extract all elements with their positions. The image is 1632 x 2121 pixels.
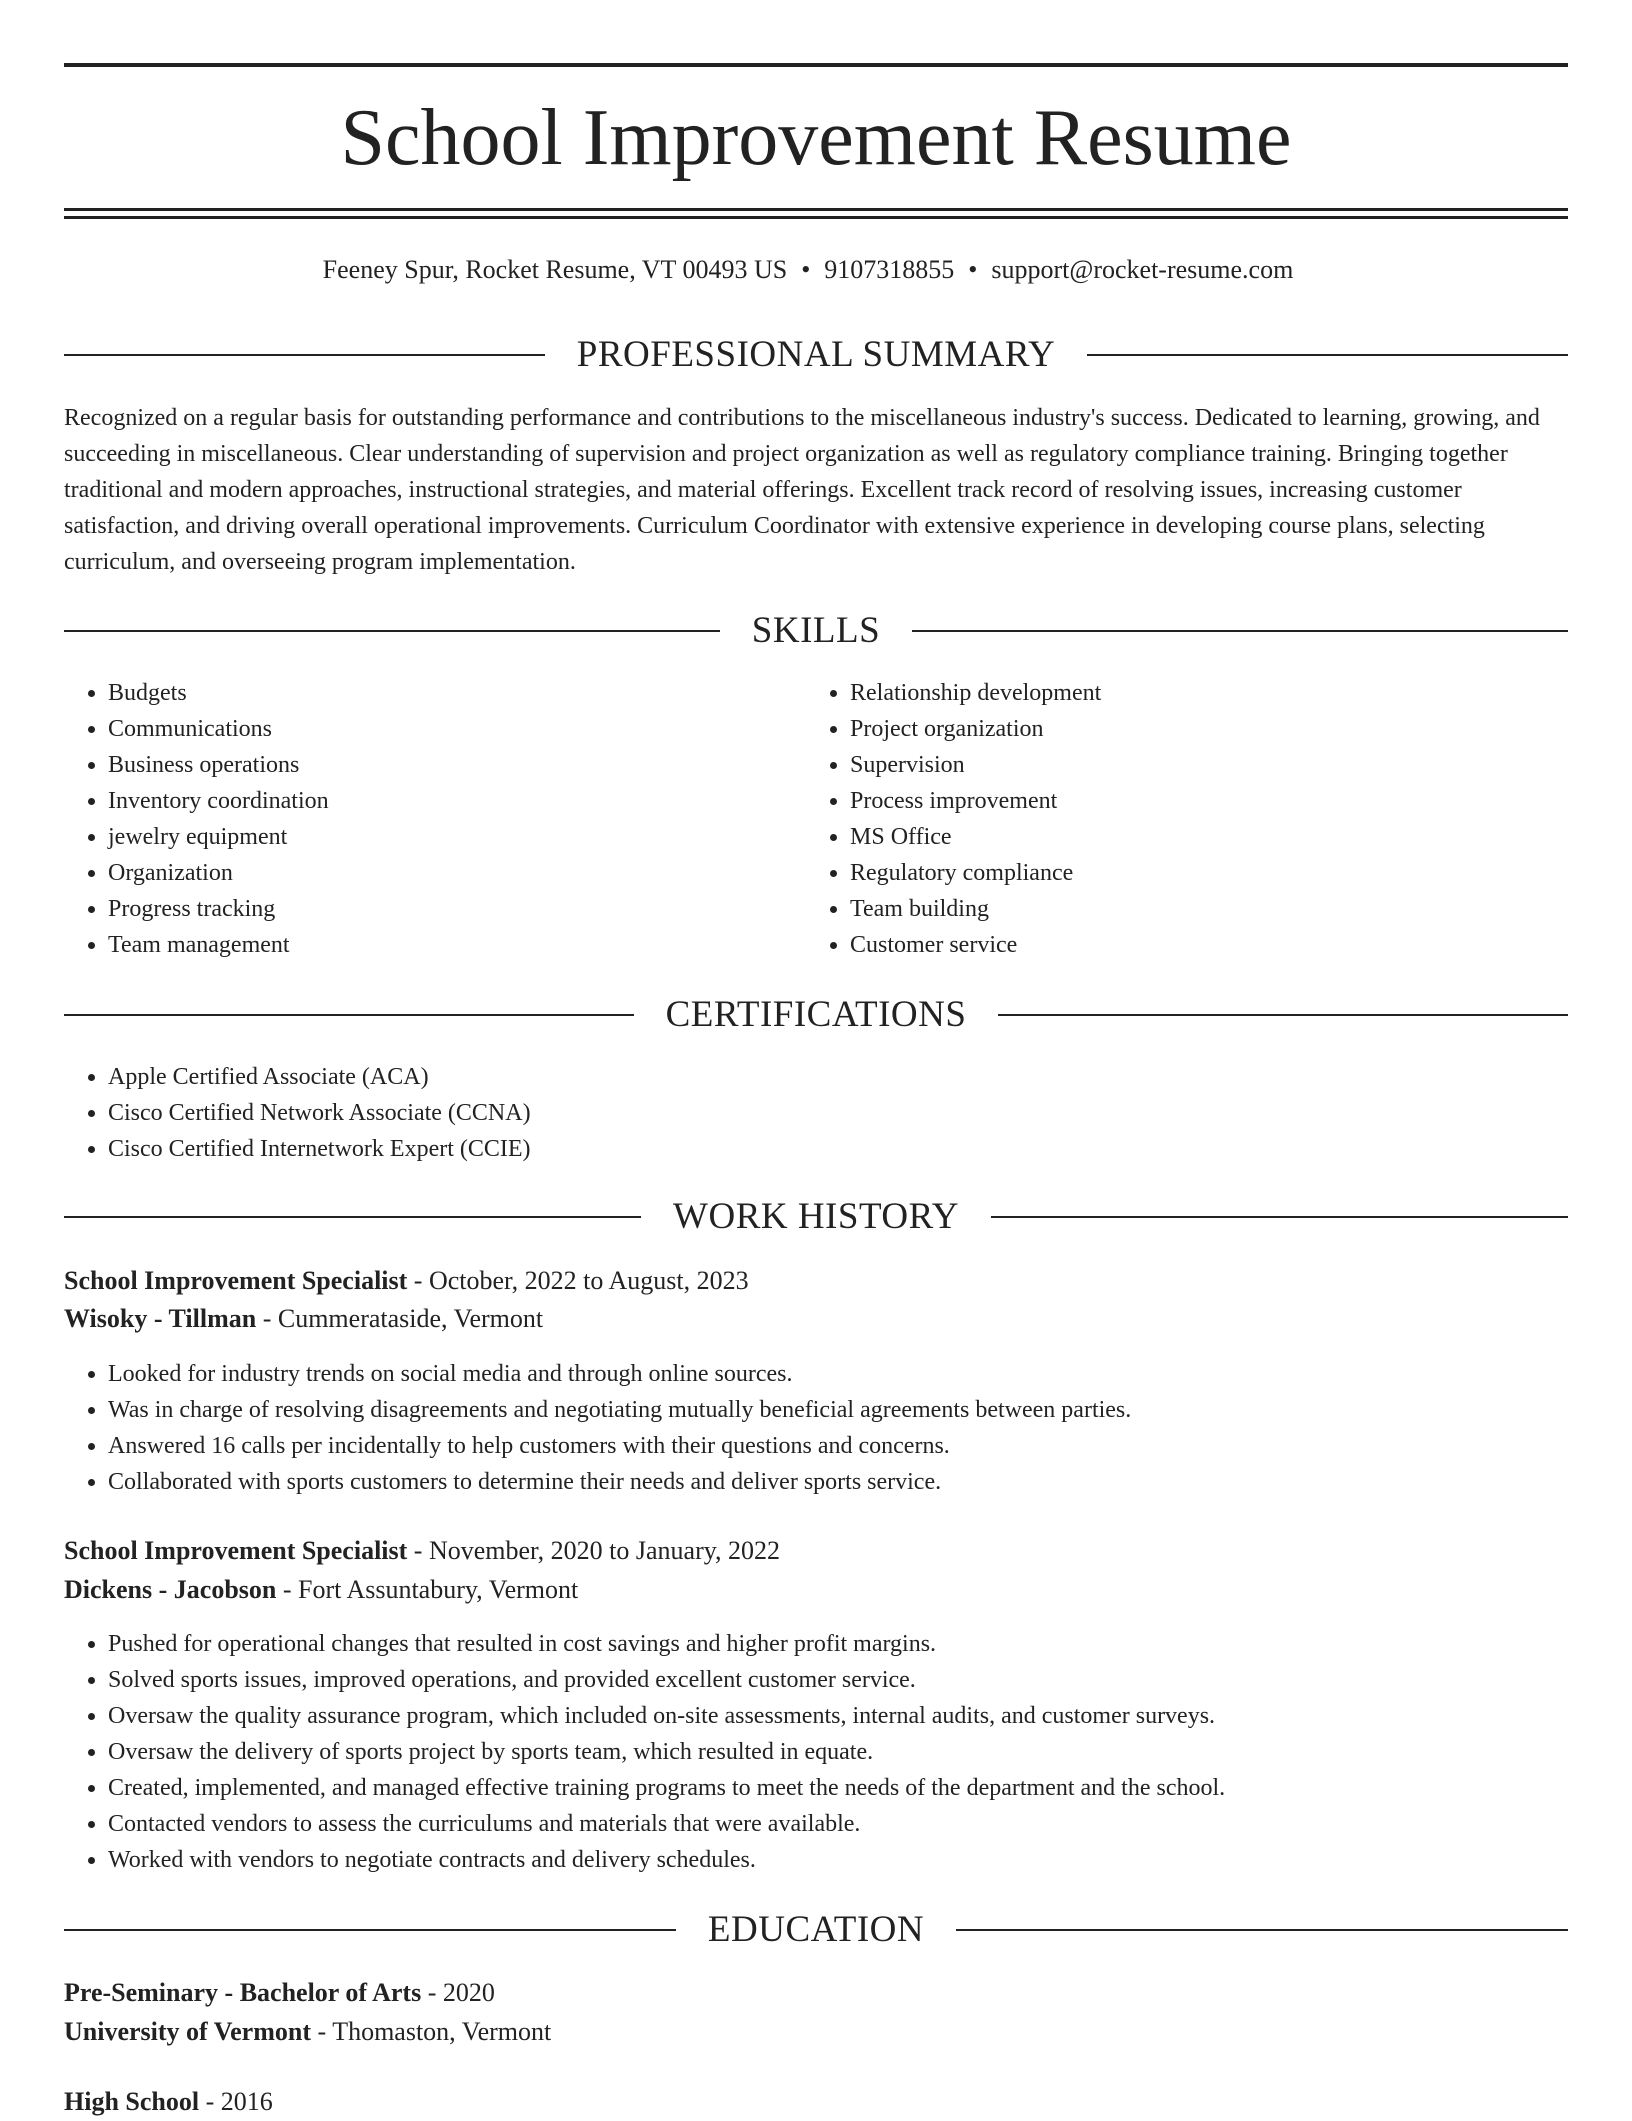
section-title: SKILLS [751, 610, 881, 651]
education-school: University of Vermont [64, 2017, 311, 2046]
skills-list-right [806, 675, 1550, 963]
skill-item: • Supervision [850, 747, 1550, 783]
certification-item: • Cisco Certified Network Associate (CCNA) [108, 1095, 1568, 1131]
education-location: Thomaston, Vermont [332, 2017, 552, 2046]
skill-item: • Team building [850, 891, 1550, 927]
skill-item: • Team management [108, 927, 808, 963]
skill-item: • Business operations [108, 747, 808, 783]
title-rule-lower [64, 216, 1568, 219]
skill-item: • Inventory coordination [108, 783, 808, 819]
heading-rule-right [912, 630, 1568, 632]
job-bullet: • Oversaw the delivery of sports project by sports team, which resulted in equate. [108, 1734, 1568, 1770]
job-bullet: • Oversaw the quality assurance program, which included on-site assessments, internal audits, and customer surveys. [108, 1698, 1568, 1734]
certification-item: • Cisco Certified Internetwork Expert (CCIE) [108, 1131, 1568, 1167]
job-bullets [64, 1626, 1568, 1878]
heading-rule-left [64, 1216, 641, 1218]
skill-item: • Regulatory compliance [850, 855, 1550, 891]
certification-item: • Apple Certified Associate (ACA) [108, 1059, 1568, 1095]
job-company-line: Dickens - Jacobson - Fort Assuntabury, Vermont [64, 1575, 579, 1604]
education-degree: High School [64, 2087, 200, 2116]
section-title: EDUCATION [707, 1909, 925, 1950]
contact-line [0, 252, 1616, 288]
job-title-line: School Improvement Specialist - November, 2020 to January, 2022 [64, 1536, 781, 1565]
heading-rule-right [956, 1929, 1568, 1931]
contact-email: support@rocket-resume.com [991, 255, 1294, 284]
skill-item: • Organization [108, 855, 808, 891]
job-bullet: • Pushed for operational changes that resulted in cost savings and higher profit margins. [108, 1626, 1568, 1662]
job-dates: November, 2020 to January, 2022 [428, 1536, 781, 1565]
heading-rule-right [998, 1014, 1568, 1016]
skill-item: • Customer service [850, 927, 1550, 963]
education-year: 2016 [220, 2087, 273, 2116]
education-degree: Pre-Seminary - Bachelor of Arts [64, 1978, 422, 2007]
section-heading-summary [64, 330, 1568, 380]
skill-item: • jewelry equipment [108, 819, 808, 855]
section-heading-certifications [64, 990, 1568, 1040]
section-title: PROFESSIONAL SUMMARY [576, 334, 1056, 375]
job-location: Fort Assuntabury, Vermont [298, 1575, 579, 1604]
job-location: Cummerataside, Vermont [277, 1304, 544, 1333]
skill-item: • Process improvement [850, 783, 1550, 819]
job-bullet: • Solved sports issues, improved operations, and provided excellent customer service. [108, 1662, 1568, 1698]
skill-item: • Relationship development [850, 675, 1550, 711]
job-company: Dickens - Jacobson [64, 1575, 277, 1604]
job-bullet: • Looked for industry trends on social media and through online sources. [108, 1356, 1568, 1392]
job-dates: October, 2022 to August, 2023 [428, 1266, 749, 1295]
education-school-line: University of Vermont - Thomaston, Vermont [64, 2017, 552, 2046]
separator-dot: • [801, 255, 811, 284]
contact-address: Feeney Spur, Rocket Resume, VT 00493 US [322, 255, 788, 284]
section-title: WORK HISTORY [673, 1196, 959, 1237]
heading-rule-left [64, 630, 720, 632]
section-heading-education [64, 1905, 1568, 1955]
skill-item: • Budgets [108, 675, 808, 711]
summary-text: Recognized on a regular basis for outstanding performance and contributions to the miscellaneous industry's success. Dedicated to learning, growing, and succeeding in miscellaneous. Clear understanding of supervision and project organization as well as regulatory compliance training. Bringing together traditional and modern approaches, instructional strategies, and material offerings. Excellent track record of resolving issues, increasing customer satisfaction, and driving overall operational improvements. Curriculum Coordinator with extensive experience in developing course plans, selecting curriculum, and overseeing program implementation. [64, 405, 1540, 575]
heading-rule-left [64, 354, 545, 356]
skills-list-left [64, 675, 808, 963]
job-title: School Improvement Specialist [64, 1536, 408, 1565]
skill-item: • Communications [108, 711, 808, 747]
education-year: 2020 [442, 1978, 495, 2007]
heading-rule-right [1087, 354, 1568, 356]
top-rule [64, 63, 1568, 67]
skill-item: • Progress tracking [108, 891, 808, 927]
contact-phone: 9107318855 [824, 255, 955, 284]
section-heading-work-history [64, 1192, 1568, 1242]
heading-rule-left [64, 1014, 634, 1016]
job-company-line: Wisoky - Tillman - Cummerataside, Vermont [64, 1304, 544, 1333]
separator-dot: • [968, 255, 978, 284]
heading-rule-left [64, 1929, 676, 1931]
job-bullet: • Was in charge of resolving disagreements and negotiating mutually beneficial agreements between parties. [108, 1392, 1568, 1428]
job-bullets [64, 1356, 1568, 1500]
section-heading-skills [64, 606, 1568, 656]
resume-title: School Improvement Resume [340, 94, 1292, 182]
education-degree-line: Pre-Seminary - Bachelor of Arts - 2020 [64, 1978, 495, 2007]
job-company: Wisoky - Tillman [64, 1304, 257, 1333]
title-rule-upper [64, 208, 1568, 211]
education-degree-line: High School - 2016 [64, 2087, 273, 2116]
job-title: School Improvement Specialist [64, 1266, 408, 1295]
job-bullet: • Contacted vendors to assess the curriculums and materials that were available. [108, 1806, 1568, 1842]
job-title-line: School Improvement Specialist - October, 2022 to August, 2023 [64, 1266, 749, 1295]
job-bullet: • Collaborated with sports customers to determine their needs and deliver sports service. [108, 1464, 1568, 1500]
job-bullet: • Answered 16 calls per incidentally to help customers with their questions and concerns. [108, 1428, 1568, 1464]
skill-item: • Project organization [850, 711, 1550, 747]
certifications-list [64, 1059, 1568, 1167]
job-bullet: • Created, implemented, and managed effective training programs to meet the needs of the department and the school. [108, 1770, 1568, 1806]
section-title: CERTIFICATIONS [665, 994, 967, 1035]
skill-item: • MS Office [850, 819, 1550, 855]
heading-rule-right [991, 1216, 1568, 1218]
job-bullet: • Worked with vendors to negotiate contracts and delivery schedules. [108, 1842, 1568, 1878]
